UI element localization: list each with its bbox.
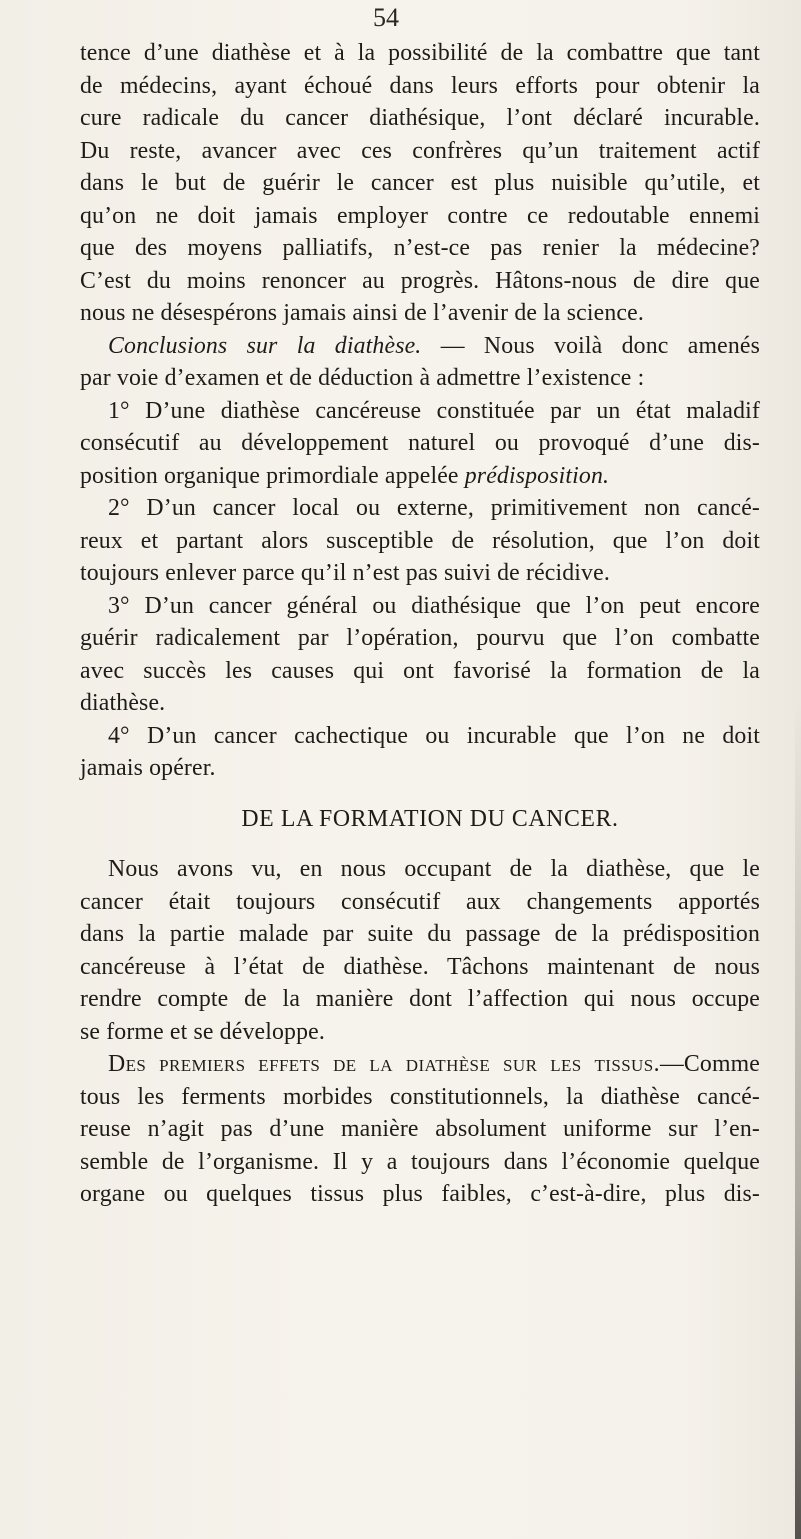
text-line: guérir radicalement par l’opération, pourvu que l’on combatte: [80, 625, 760, 651]
text-line: Du reste, avancer avec ces confrères qu’un traitement actif: [80, 137, 760, 164]
text-run: position organique primordiale appelée: [80, 462, 465, 489]
text-line: organe ou quelques tissus plus faibles, c’est-à-dire, plus dis-: [80, 1181, 760, 1207]
text-run: —Comme: [659, 1051, 760, 1077]
text-line: jamais opérer.: [80, 755, 216, 781]
text-line: dans le but de guérir le cancer est plus nuisible qu’utile, et: [80, 170, 760, 196]
text-line: [80, 460, 760, 493]
text-run: — Nous voilà donc amenés: [421, 332, 761, 359]
conclusions-line: [80, 330, 760, 363]
list-item-4: 4° D’un cancer cachectique ou incurable que l’on ne doit: [108, 722, 760, 749]
text-line: de médecins, ayant échoué dans leurs efforts pour obtenir la: [80, 72, 760, 99]
text-line: tence d’une diathèse et à la possibilité de la combattre que tant: [80, 40, 760, 66]
text-line: reux et partant alors susceptible de résolution, que l’on doit: [80, 527, 760, 554]
page-body-text: [80, 37, 760, 1211]
text-line: nous ne désespérons jamais ainsi de l’avenir de la science.: [80, 300, 644, 326]
section-heading: DE LA FORMATION DU CANCER.: [241, 805, 619, 832]
text-line: tous les ferments morbides constitutionnels, la diathèse cancé-: [80, 1083, 760, 1110]
text-line: se forme et se développe.: [80, 1018, 325, 1045]
text-line: cancéreuse à l’état de diathèse. Tâchons maintenant de nous: [80, 953, 760, 980]
text-line: semble de l’organisme. Il y a toujours dans l’économie quelque: [80, 1148, 760, 1175]
text-line: par voie d’examen et de déduction à admettre l’existence :: [80, 365, 645, 391]
text-line: rendre compte de la manière dont l’affection qui nous occupe: [80, 986, 760, 1012]
page-number: 54: [373, 3, 399, 32]
section-run-in-title: Conclusions sur la diathèse.: [108, 332, 422, 359]
subsection-line: [80, 1048, 760, 1081]
text-line: qu’on ne doit jamais employer contre ce redoutable ennemi: [80, 202, 760, 229]
subsection-run-in-title: Des premiers effets de la diathèse sur les tissus.: [108, 1051, 660, 1077]
text-line: consécutif au développement naturel ou provoqué d’une dis-: [80, 430, 760, 456]
text-line: C’est du moins renoncer au progrès. Hâtons-nous de dire que: [80, 267, 760, 294]
text-line: Nous avons vu, en nous occupant de la diathèse, que le: [108, 856, 760, 882]
list-item-1: 1° D’une diathèse cancéreuse constituée par un état maladif: [108, 397, 760, 424]
text-line: cancer était toujours consécutif aux changements apportés: [80, 888, 760, 915]
text-line: que des moyens palliatifs, n’est-ce pas renier la médecine?: [80, 235, 760, 261]
text-line: diathèse.: [80, 690, 166, 716]
spacer: [80, 835, 760, 853]
text-line: cure radicale du cancer diathésique, l’ont déclaré incurable.: [80, 105, 760, 131]
text-line: avec succès les causes qui ont favorisé la formation de la: [80, 657, 760, 684]
text-line: toujours enlever parce qu’il n’est pas suivi de récidive.: [80, 560, 610, 586]
text-line: dans la partie malade par suite du passage de la prédisposition: [80, 921, 760, 947]
emphasis-term: prédisposition.: [464, 462, 610, 489]
text-line: reuse n’agit pas d’une manière absolument uniforme sur l’en-: [80, 1116, 760, 1142]
page-edge-shadow: [795, 700, 801, 1539]
list-item-3: 3° D’un cancer général ou diathésique que l’on peut encore: [108, 592, 760, 619]
list-item-2: 2° D’un cancer local ou externe, primitivement non cancé-: [108, 495, 760, 521]
spacer: [80, 785, 760, 803]
